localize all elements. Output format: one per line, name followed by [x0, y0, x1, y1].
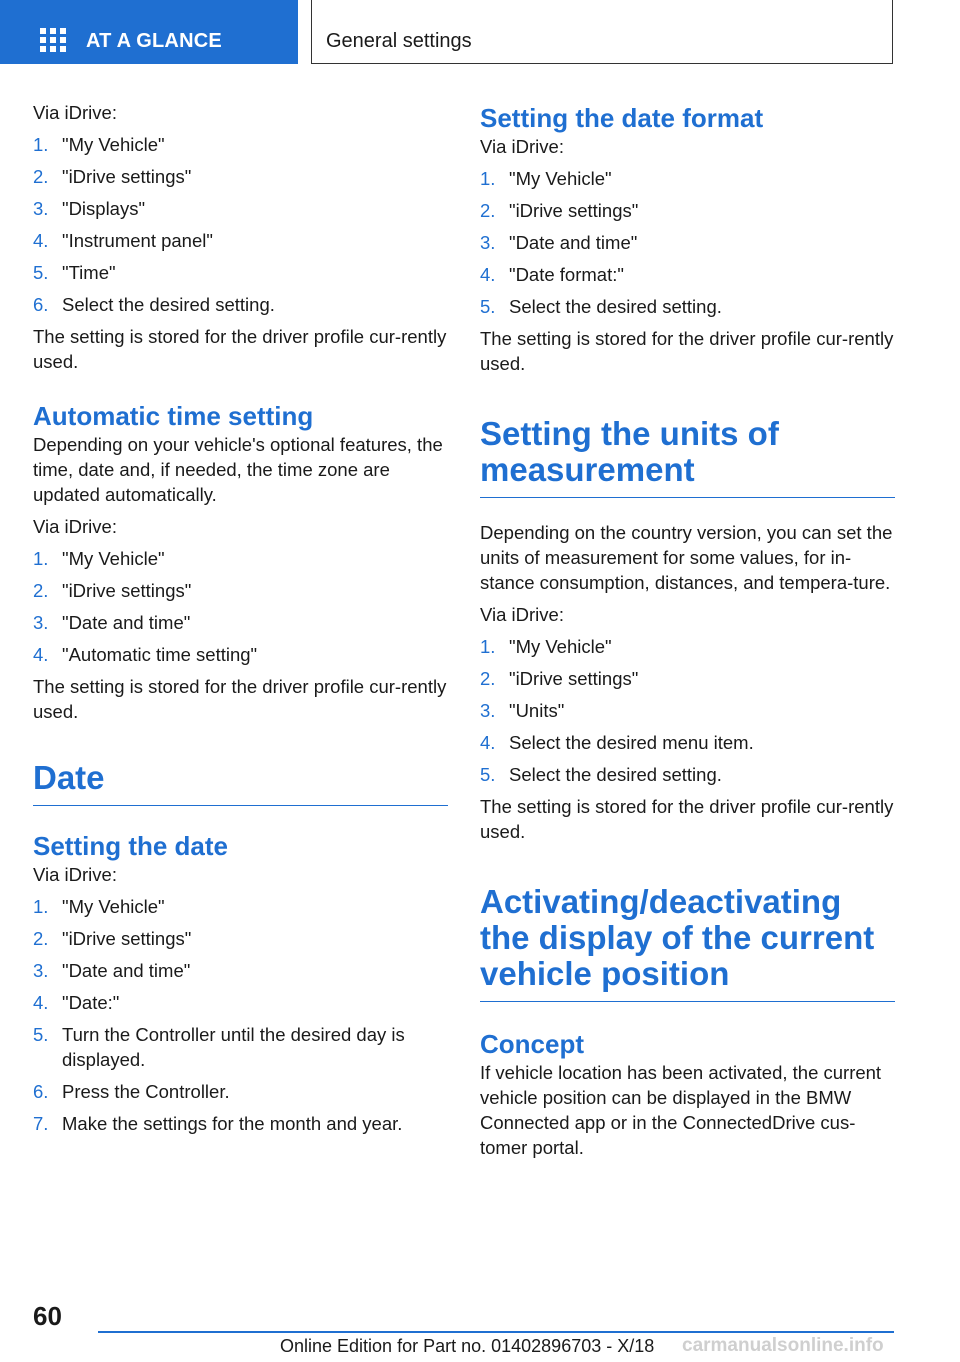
via-idrive-text: Via iDrive:	[480, 136, 564, 157]
date-steps-list	[33, 894, 448, 1136]
list-item: 7. Make the settings for the month and year.	[33, 1113, 403, 1134]
right-column	[480, 102, 895, 1167]
list-item: 2. "iDrive settings"	[33, 166, 192, 187]
section-tab[interactable]	[0, 0, 298, 64]
list-item: 2. "iDrive settings"	[480, 200, 639, 221]
section-tab-label: AT A GLANCE	[86, 30, 222, 52]
via-idrive-text: Via iDrive:	[33, 516, 117, 537]
list-item: 3. "Date and time"	[33, 960, 191, 981]
list-item: 4. "Instrument panel"	[33, 230, 213, 251]
list-item: 4. Select the desired menu item.	[480, 732, 754, 753]
concept-heading: Concept	[480, 1029, 584, 1059]
chapter-title: General settings	[326, 30, 472, 52]
list-item: 1. "My Vehicle"	[33, 548, 165, 569]
stored-note: The setting is stored for the driver profile cur-rently used.	[33, 676, 447, 722]
via-idrive-text: Via iDrive:	[33, 102, 117, 123]
list-item: 1. "My Vehicle"	[33, 134, 165, 155]
time-steps-list	[33, 132, 448, 317]
watermark: carmanualsonline.info	[682, 1335, 884, 1356]
units-heading: Setting the units of measurement	[480, 416, 895, 498]
automatic-time-steps-list	[33, 546, 448, 667]
list-item: 6. Press the Controller.	[33, 1081, 230, 1102]
stored-note: The setting is stored for the driver profile cur-rently used.	[480, 328, 894, 374]
via-idrive-text: Via iDrive:	[33, 864, 117, 885]
list-item: 5. Select the desired setting.	[480, 764, 722, 785]
page-number: 60	[33, 1301, 62, 1331]
stored-note: The setting is stored for the driver profile cur-rently used.	[480, 796, 894, 842]
list-item: 1. "My Vehicle"	[33, 896, 165, 917]
stored-note: The setting is stored for the driver profile cur-rently used.	[33, 326, 447, 372]
left-column	[33, 100, 448, 1143]
date-format-heading: Setting the date format	[480, 103, 764, 133]
list-item: 5. "Time"	[33, 262, 116, 283]
list-item: 4. "Date:"	[33, 992, 120, 1013]
list-item: 2. "iDrive settings"	[480, 668, 639, 689]
concept-text: If vehicle location has been activated, the current vehicle position can be displayed in the BMW Connected app or in the ConnectedDrive cus-tomer portal.	[480, 1062, 882, 1158]
list-item: 2. "iDrive settings"	[33, 580, 192, 601]
date-heading: Date	[33, 760, 448, 806]
units-text: Depending on the country version, you can set the units of measurement for some values, for in-stance consumption, distances, and tempera-ture.	[480, 522, 893, 593]
date-format-steps-list	[480, 166, 895, 319]
list-item: 3. "Date and time"	[480, 232, 638, 253]
list-item: 3. "Units"	[480, 700, 565, 721]
list-item: 1. "My Vehicle"	[480, 168, 612, 189]
list-item: 6. Select the desired setting.	[33, 294, 275, 315]
automatic-time-text: Depending on your vehicle's optional features, the time, date and, if needed, the time zone are updated automatically.	[33, 434, 443, 505]
list-item: 5. Select the desired setting.	[480, 296, 722, 317]
grid-icon	[40, 28, 66, 52]
via-idrive-text: Via iDrive:	[480, 604, 564, 625]
list-item: 1. "My Vehicle"	[480, 636, 612, 657]
setting-date-heading: Setting the date	[33, 831, 229, 861]
list-item: 3. "Date and time"	[33, 612, 191, 633]
units-steps-list	[480, 634, 895, 787]
list-item: 2. "iDrive settings"	[33, 928, 192, 949]
footer-divider	[98, 1331, 894, 1333]
list-item: 4. "Date format:"	[480, 264, 624, 285]
footer-edition: Online Edition for Part no. 01402896703 - X/18	[280, 1336, 655, 1356]
list-item: 3. "Displays"	[33, 198, 146, 219]
list-item: 4. "Automatic time setting"	[33, 644, 258, 665]
vehicle-position-heading: Activating/deactivating the display of the current vehicle position	[480, 884, 895, 1002]
automatic-time-heading: Automatic time setting	[33, 401, 314, 431]
list-item: 5. Turn the Controller until the desired day is displayed.	[33, 1024, 405, 1070]
